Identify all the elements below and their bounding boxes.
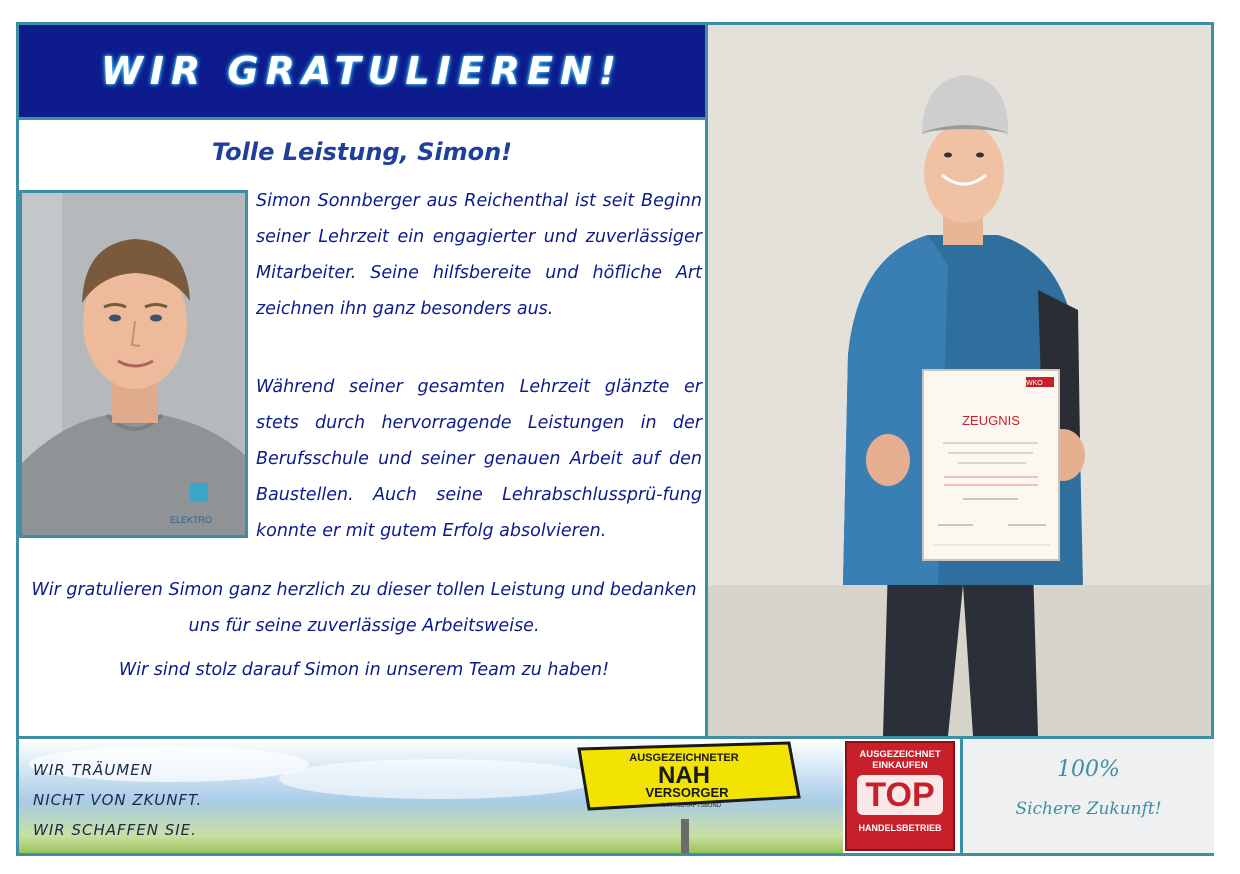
percent-text: 100% — [1057, 757, 1120, 782]
slogan-line-2: NICHT VON ZKUNFT. — [33, 791, 203, 809]
sign-line1: AUSGEZEICHNETER — [629, 752, 739, 764]
shirt-text: ELEKTRO — [170, 515, 213, 525]
badge-line4: HANDELSBETRIEB — [858, 823, 942, 833]
badge-line1: AUSGEZEICHNET — [859, 749, 941, 760]
certificate-logo: WKO — [1026, 380, 1043, 387]
paragraph-achievements: Während seiner gesamten Lehrzeit glänzte er stets durch hervorragende Leistungen in der Berufsschule und seiner genauen Arbeit auf den Baustellen. Auch seine Lehrabschlussprü-fung konnte er mit gutem Erfolg absolvieren. — [256, 377, 702, 541]
main-photo — [708, 25, 1211, 736]
paragraph-thanks: Wir gratulieren Simon ganz herzlich zu dieser tollen Leistung und bedanken uns für seine zuverlässige Arbeitsweise. — [31, 580, 697, 636]
banner — [19, 25, 705, 120]
paragraph-intro: Simon Sonnberger aus Reichenthal ist seit Beginn seiner Lehrzeit ein engagierter und zuverlässiger Mitarbeiter. Seine hilfsbereite und höfliche Art zeichnen ihn ganz besonders aus. — [256, 191, 702, 319]
top-handelsbetrieb-badge — [845, 741, 955, 851]
sign-line4: WIRTSCHAFTSBUND — [660, 803, 722, 809]
portrait-photo — [19, 190, 248, 538]
banner-title: WIR GRATULIEREN! — [100, 49, 624, 93]
slogan-line-1: WIR TRÄUMEN — [33, 761, 153, 779]
future-box — [960, 739, 1214, 853]
sign-line2: NAH — [658, 762, 710, 789]
portrait-illustration — [22, 193, 245, 535]
badge-line3: TOP — [857, 775, 943, 815]
certificate — [923, 370, 1059, 560]
badge-line2: EINKAUFEN — [872, 760, 928, 771]
slogan-line-3: WIR SCHAFFEN SIE. — [33, 821, 197, 839]
paragraph-proud: Wir sind stolz darauf Simon in unserem Team zu haben! — [118, 660, 610, 680]
sign-line3: VERSORGER — [645, 785, 729, 800]
certificate-title: ZEUGNIS — [962, 413, 1020, 428]
subtitle: Tolle Leistung, Simon! — [211, 138, 513, 166]
photo-illustration — [708, 25, 1211, 736]
secure-future-text: Sichere Zukunft! — [1015, 799, 1162, 819]
